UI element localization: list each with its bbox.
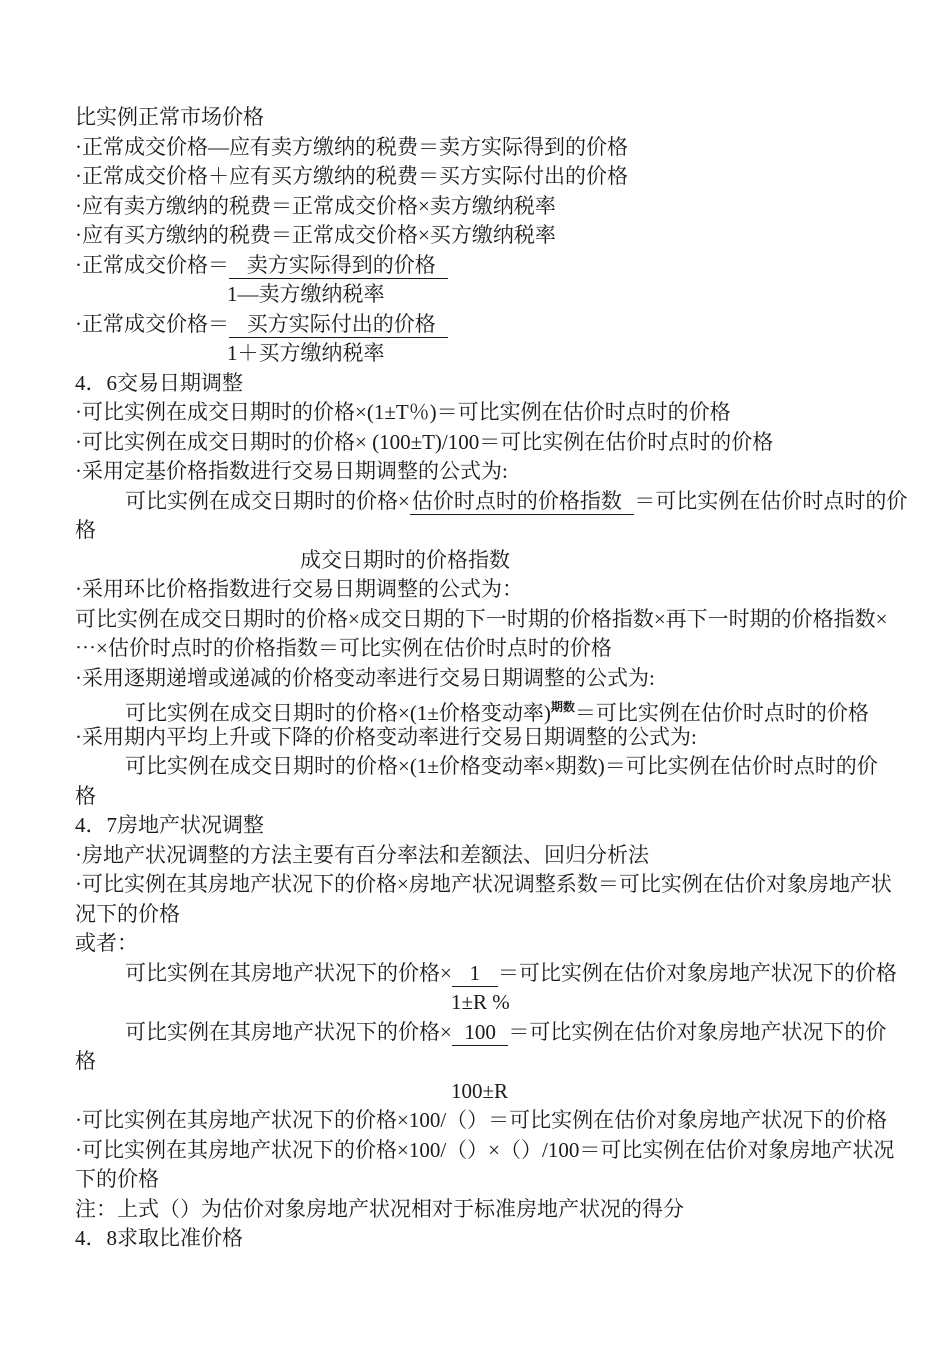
text-line (75, 310, 950, 340)
text-line (75, 811, 950, 841)
text-segment: 1±R % (451, 990, 510, 1014)
text-line (75, 251, 950, 281)
text-line (75, 1047, 950, 1077)
text-line (75, 870, 950, 900)
text-line (75, 1224, 950, 1254)
text-line (75, 1165, 950, 1195)
text-line (75, 900, 950, 930)
text-segment: ＝可比实例在估价时点时的价格 (574, 701, 869, 725)
underlined-text: 100 (453, 1019, 507, 1044)
underlined-text: 估价时点时的价格指数 (411, 488, 633, 513)
text-line (75, 693, 950, 723)
text-line (75, 398, 950, 428)
text-segment: ·正常成交价格＝ (75, 311, 229, 336)
text-segment: ·可比实例在其房地产状况下的价格×100/（）×（）/100＝可比实例在估价对象房地产状况 (75, 1137, 895, 1162)
text-segment: 可比实例在成交日期时的价格×成交日期的下一时期的价格指数×再下一时期的价格指数× (75, 606, 888, 631)
text-line (75, 988, 950, 1018)
underlined-text: 1 (453, 960, 496, 985)
text-line (75, 103, 950, 133)
text-segment: ·应有买方缴纳的税费＝正常成交价格×买方缴纳税率 (75, 223, 556, 247)
text-line (75, 575, 950, 605)
text-segment: 可比实例在其房地产状况下的价格× (125, 960, 452, 985)
text-segment: 可比实例在成交日期时的价格× (125, 488, 410, 513)
text-line (75, 280, 950, 310)
text-line (75, 959, 950, 989)
text-segment: ＝可比实例在估价时点时的价 (634, 488, 908, 513)
text-segment: 或者： (75, 931, 138, 955)
text-segment: 100±R (451, 1078, 509, 1103)
text-segment: ·采用定基价格指数进行交易日期调整的公式为: (75, 459, 508, 483)
text-line (75, 1018, 950, 1048)
text-line (75, 605, 950, 635)
text-segment: 格 (75, 1049, 96, 1073)
text-segment: 下的价格 (75, 1167, 159, 1191)
text-segment: 比实例正常市场价格 (75, 105, 264, 129)
text-line (75, 133, 950, 163)
text-line (75, 369, 950, 399)
underlined-text: 买方实际付出的价格 (231, 311, 447, 336)
text-segment: ·正常成交价格＋应有买方缴纳的税费＝买方实际付出的价格 (75, 164, 628, 188)
text-segment: 4．7房地产状况调整 (75, 813, 264, 837)
text-segment: ·采用逐期递增或递减的价格变动率进行交易日期调整的公式为: (75, 665, 655, 690)
text-segment: ＝可比实例在估价对象房地产状况下的价 (508, 1019, 887, 1044)
text-line (75, 841, 950, 871)
text-line (75, 782, 950, 812)
text-segment: 况下的价格 (75, 901, 180, 926)
text-segment: 可比实例在成交日期时的价格×(1±价格变动率) (125, 701, 551, 725)
text-segment: ·应有卖方缴纳的税费＝正常成交价格×卖方缴纳税率 (75, 193, 556, 218)
text-segment: 可比实例在成交日期时的价格×(1±价格变动率×期数)＝可比实例在估价时点时的价 (125, 754, 878, 778)
text-segment: 格 (75, 518, 96, 542)
text-segment: ·房地产状况调整的方法主要有百分率法和差额法、回归分析法 (75, 842, 649, 867)
text-line (75, 162, 950, 192)
text-segment: ·可比实例在其房地产状况下的价格×100/（）＝可比实例在估价对象房地产状况下的价格 (75, 1108, 888, 1132)
text-line (75, 664, 950, 694)
text-line (75, 428, 950, 458)
text-line (75, 634, 950, 664)
text-segment: ·可比实例在成交日期时的价格×(1±T％)＝可比实例在估价时点时的价格 (75, 400, 731, 424)
text-line (75, 192, 950, 222)
text-line (75, 339, 950, 369)
text-segment: 4．6交易日期调整 (75, 370, 243, 395)
text-segment: 可比实例在其房地产状况下的价格× (125, 1019, 452, 1044)
text-segment: 1＋买方缴纳税率 (227, 341, 385, 365)
text-line (75, 723, 950, 753)
text-segment: 1—卖方缴纳税率 (227, 282, 385, 306)
text-line (75, 487, 950, 517)
text-line (75, 457, 950, 487)
text-segment: 4．8求取比准价格 (75, 1226, 243, 1250)
text-line (75, 1106, 950, 1136)
text-segment: ·采用期内平均上升或下降的价格变动率进行交易日期调整的公式为: (75, 724, 697, 749)
text-segment: ·正常成交价格—应有卖方缴纳的税费＝卖方实际得到的价格 (75, 134, 628, 159)
text-segment: ·采用环比价格指数进行交易日期调整的公式为： (75, 577, 523, 601)
text-line (75, 752, 950, 782)
text-line (75, 1077, 950, 1107)
text-line (75, 546, 950, 576)
text-line (75, 1136, 950, 1166)
text-segment: ＝可比实例在估价对象房地产状况下的价格 (497, 960, 897, 985)
text-segment: ⋯×估价时点时的价格指数＝可比实例在估价时点时的价格 (75, 636, 612, 660)
text-segment: 格 (75, 783, 96, 808)
underlined-text: 卖方实际得到的价格 (231, 252, 447, 277)
text-segment: 成交日期时的价格指数 (300, 547, 510, 572)
text-segment: ·正常成交价格＝ (75, 252, 229, 277)
text-line (75, 929, 950, 959)
text-segment: ·可比实例在成交日期时的价格× (100±T)/100＝可比实例在估价时点时的价格 (75, 429, 774, 454)
text-line (75, 221, 950, 251)
text-segment: 注：上式（）为估价对象房地产状况相对于标准房地产状况的得分 (75, 1196, 684, 1221)
superscript-text: 期数 (550, 700, 575, 714)
text-segment: ·可比实例在其房地产状况下的价格×房地产状况调整系数＝可比实例在估价对象房地产状 (75, 872, 892, 896)
text-line (75, 1195, 950, 1225)
text-line (75, 516, 950, 546)
